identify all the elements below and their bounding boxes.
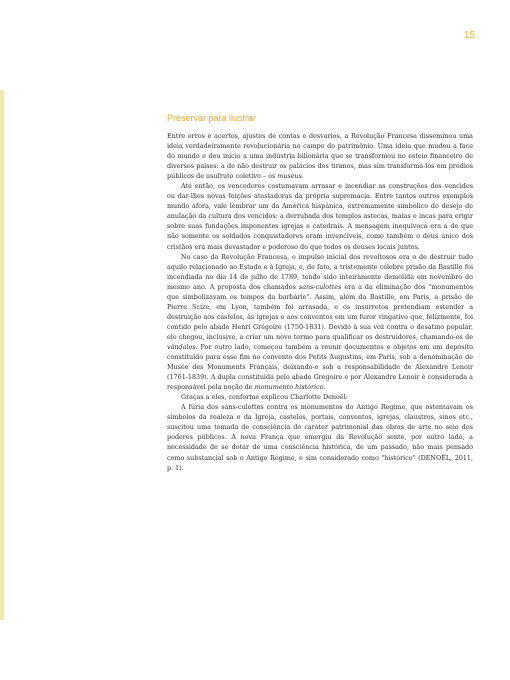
body-text xyxy=(167,131,473,473)
text-run: era a da eliminação dos "monumentos que simbolizavam os tempos da barbárie". Assim, além da Bastille, em Paris, a prisão de Pierre Scize, em Lyon, também foi arrasada, e os insurretos pretendiam estender a destruição aos castelos, às igrejas e aos conventos em um furor vingativo que, felizmente, foi contido pelo abade Henri Grégoire (1750-1831). Devido à sua voz contra o desatino popular, ele chegou, inclusive, a criar um novo termo para qualificar os destruidores, chamando-os de xyxy=(167,282,473,341)
italic-term: monumento histórico xyxy=(254,383,324,392)
block-quote xyxy=(167,402,473,472)
paragraph-4 xyxy=(167,392,473,402)
text-run: . xyxy=(301,172,304,181)
paragraph-3 xyxy=(167,252,473,393)
text-run: . Por outro lado, começou também a reunir documentos e objetos em um depósito constituído para esse fim no convento dos Petits Augustins, em Paris, sob a denominação de Musée des Monuments Français, deixando-o sob a responsabilidade de Alexandre Lenoir (1761-1839). A dupla constituída pelo abade Grégoire e por Alexandre Lenoir é considerada a responsável pela noção de xyxy=(167,342,473,392)
text-run: Até então, os vencedores costumavam arrasar e incendiar as construções dos vencidos ou dar-lhes novas feições atestadoras da própria supremacia. Entre tantos outros exemplos mundo afora, vale lembrar um da América hispânica, extremamente simbólico do desejo de anulação da cultura dos vencidos: a derrubada dos templos astecas, maias e incas para erigir sobre suas fundações imponentes igrejas e catedrais. A mensagem inequívoca era a de que não somente os soldados conquistadores eram invencíveis, como também o deus único dos cristãos era mais devastador e poderoso do que todos os deuses locais juntos. xyxy=(167,182,473,251)
paragraph-2 xyxy=(167,181,473,251)
text-run: Entre erros e acertos, ajustes de contas e desvarios, a Revolução Francesa disseminou uma ideia verdadeiramente revolucionária no campo do patrimônio. Uma ideia que mudou a face do mundo e deu início a uma indústria bilionária que se transformou no esteio financeiro de diversos países: a de não destruir os palácios dos tiranos, mas sim transformá-los em prédios públicos de usufruto coletivo – os xyxy=(167,132,473,181)
text-run: Graças a eles, conforme explicou Charlotte Denoël: xyxy=(181,393,348,402)
italic-term: sans-culottes xyxy=(298,282,342,291)
paragraph-1 xyxy=(167,131,473,181)
text-run: . xyxy=(323,383,326,392)
italic-term: museus xyxy=(277,172,302,181)
page-number: 15 xyxy=(463,30,475,41)
italic-term: vândalos xyxy=(167,342,196,351)
left-margin-stripe xyxy=(0,90,4,620)
text-run: No caso da Revolução Francesa, o impulso inicial dos revoltosos era o de destruir tudo aquilo relacionado ao Estado e à Igreja, e, de fato, a tristemente célebre prisão da Bastille foi incendiada no dia 14 de julho de 1789, tendo sido inteiramente demolida em novembro do mesmo ano. A proposta dos chamados xyxy=(167,252,473,291)
section-title: Preservar para ilustrar xyxy=(167,113,257,123)
text-run: A fúria dos sans-culottes contra os monumentos do Antigo Regime, que ostentavam os símbolos da realeza e da Igreja, castelos, portais, conventos, igrejas, claustros, sinos etc., suscitou uma tomada de consciência do caráter patrimonial das obras de arte no seio dos poderes públicos. A nova França que emergiu da Revolução sente, por outro lado, a necessidade de se dotar de uma consciência histórica, de um passado, não mais pensado como substancial sob o Antigo Regime, e sim considerado como "histórico" (DENOËL, 2011, p. 1). xyxy=(167,403,473,472)
